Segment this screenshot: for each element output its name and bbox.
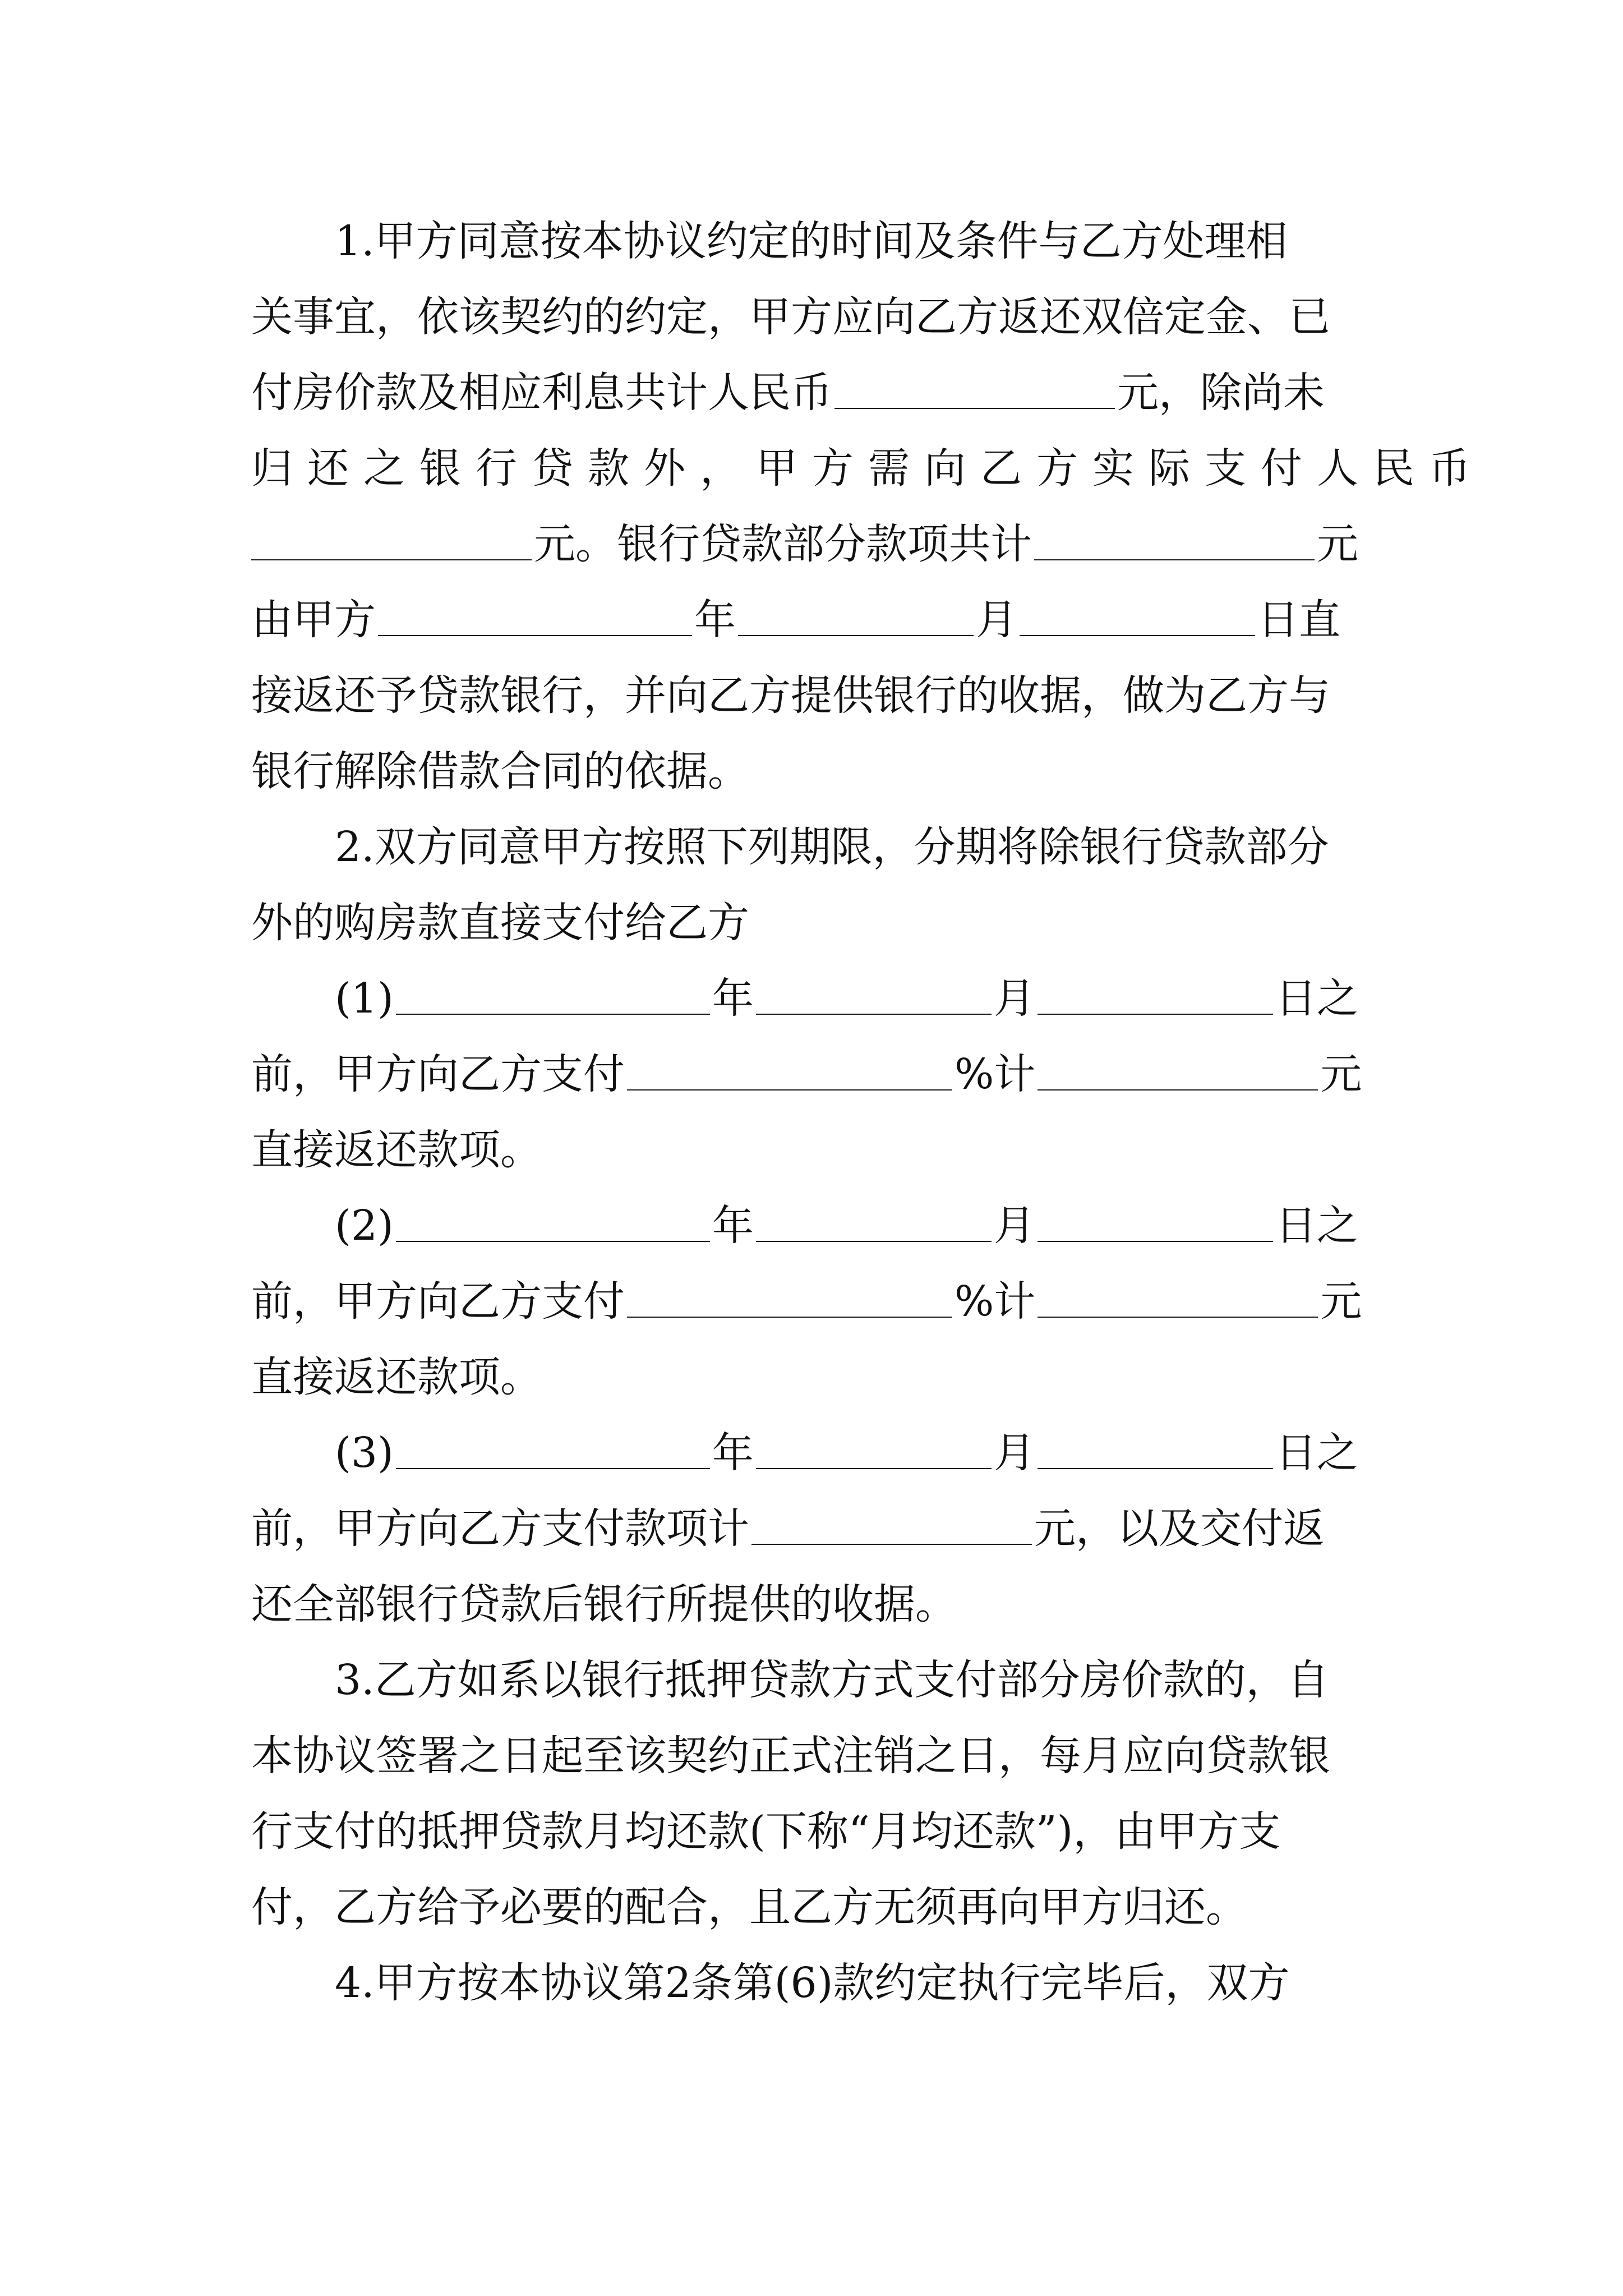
line-text: 前，甲方向乙方支付 bbox=[251, 1277, 625, 1326]
fill-in-blank[interactable] bbox=[396, 1468, 710, 1469]
fill-in-blank[interactable] bbox=[751, 1544, 1032, 1545]
item-number: (1) bbox=[335, 974, 394, 1023]
line-text: 归还之银行贷款外，甲方需向乙方实际支付人民币 bbox=[251, 444, 1485, 493]
line-text: 关事宜，依该契约的约定，甲方应向乙方返还双倍定金、已 bbox=[251, 293, 1330, 341]
text-line bbox=[251, 510, 1378, 578]
line-text: 元 bbox=[1320, 1050, 1362, 1098]
text-line bbox=[335, 1949, 1378, 2017]
line-text: %计 bbox=[955, 1050, 1036, 1098]
line-text: 付，乙方给予必要的配合，且乙方无须再向甲方归还。 bbox=[251, 1883, 1247, 1931]
text-line bbox=[335, 1192, 1378, 1259]
text-line bbox=[251, 1268, 1378, 1335]
text-line bbox=[335, 965, 1378, 1032]
text-line bbox=[251, 889, 1378, 956]
fill-in-blank[interactable] bbox=[627, 1317, 952, 1318]
line-text: 月 bbox=[976, 596, 1017, 644]
text-line bbox=[251, 435, 1485, 502]
item-number: (3) bbox=[335, 1429, 394, 1477]
text-line bbox=[251, 359, 1378, 426]
text-line bbox=[335, 813, 1378, 881]
fill-in-blank[interactable] bbox=[1038, 1317, 1318, 1318]
line-text: 银行解除借款合同的依据。 bbox=[251, 747, 749, 795]
text-line bbox=[335, 208, 1378, 275]
line-text: 付房价款及相应利息共计人民币 bbox=[251, 369, 832, 417]
line-text: 接返还予贷款银行，并向乙方提供银行的收据，做为乙方与 bbox=[251, 671, 1330, 720]
fill-in-blank[interactable] bbox=[756, 1468, 992, 1469]
fill-in-blank[interactable] bbox=[756, 1014, 992, 1015]
line-text: 直接返还款项。 bbox=[251, 1353, 542, 1401]
line-text: 外的购房款直接支付给乙方 bbox=[251, 899, 749, 947]
line-text: 月 bbox=[993, 1429, 1035, 1477]
text-line bbox=[251, 1495, 1378, 1562]
line-text: 2.双方同意甲方按照下列期限，分期将除银行贷款部分 bbox=[335, 823, 1329, 871]
text-line bbox=[251, 1798, 1378, 1865]
text-line bbox=[251, 1571, 1378, 1638]
line-text: 元，以及交付返 bbox=[1034, 1504, 1325, 1553]
line-text: 前，甲方向乙方支付款项计 bbox=[251, 1504, 749, 1553]
line-text: 年 bbox=[712, 1429, 754, 1477]
fill-in-blank[interactable] bbox=[378, 635, 692, 636]
item-number: (2) bbox=[335, 1202, 394, 1250]
text-line bbox=[251, 1343, 1378, 1411]
line-text: 4.甲方按本协议第2条第(6)款约定执行完毕后，双方 bbox=[335, 1959, 1290, 2007]
line-text: 年 bbox=[694, 596, 736, 644]
fill-in-blank[interactable] bbox=[627, 1089, 952, 1091]
text-line bbox=[251, 1041, 1378, 1108]
line-text: 元，除尚未 bbox=[1117, 369, 1325, 417]
line-text: %计 bbox=[955, 1277, 1036, 1326]
fill-in-blank[interactable] bbox=[1038, 1241, 1273, 1242]
line-text: 元。银行贷款部分款项共计 bbox=[534, 520, 1032, 568]
fill-in-blank[interactable] bbox=[834, 408, 1115, 409]
text-line bbox=[251, 1722, 1378, 1789]
line-text: 直接返还款项。 bbox=[251, 1126, 542, 1174]
fill-in-blank[interactable] bbox=[1034, 559, 1315, 560]
text-line bbox=[251, 1874, 1378, 1941]
text-line bbox=[251, 1116, 1378, 1184]
line-text: 由甲方 bbox=[251, 596, 376, 644]
text-line bbox=[251, 662, 1378, 729]
text-line bbox=[335, 1419, 1378, 1487]
text-line bbox=[335, 1646, 1378, 1714]
fill-in-blank[interactable] bbox=[396, 1241, 710, 1242]
line-text: 日直 bbox=[1257, 596, 1340, 644]
line-text: 年 bbox=[712, 974, 754, 1023]
line-text: 月 bbox=[993, 974, 1035, 1023]
text-line bbox=[251, 586, 1378, 654]
fill-in-blank[interactable] bbox=[1038, 1089, 1318, 1091]
line-text: 月 bbox=[993, 1202, 1035, 1250]
text-line bbox=[251, 738, 1378, 805]
line-text: 前，甲方向乙方支付 bbox=[251, 1050, 625, 1098]
line-text: 本协议签署之日起至该契约正式注销之日，每月应向贷款银 bbox=[251, 1732, 1330, 1780]
fill-in-blank[interactable] bbox=[1020, 635, 1255, 636]
line-text: 元 bbox=[1317, 520, 1358, 568]
line-text: 行支付的抵押贷款月均还款(下称“月均还款”)，由甲方支 bbox=[251, 1807, 1281, 1856]
fill-in-blank[interactable] bbox=[1038, 1468, 1273, 1469]
text-line bbox=[251, 283, 1378, 351]
line-text: 年 bbox=[712, 1202, 754, 1250]
line-text: 元 bbox=[1320, 1277, 1362, 1326]
line-text: 1.甲方同意按本协议约定的时间及条件与乙方处理相 bbox=[335, 217, 1288, 265]
fill-in-blank[interactable] bbox=[1038, 1014, 1273, 1015]
fill-in-blank[interactable] bbox=[396, 1014, 710, 1015]
line-text: 日之 bbox=[1275, 1429, 1358, 1477]
line-text: 3.乙方如系以银行抵押贷款方式支付部分房价款的，自 bbox=[335, 1656, 1329, 1704]
line-text: 日之 bbox=[1275, 974, 1358, 1023]
line-text: 日之 bbox=[1275, 1202, 1358, 1250]
fill-in-blank[interactable] bbox=[756, 1241, 992, 1242]
line-text: 还全部银行贷款后银行所提供的收据。 bbox=[251, 1580, 957, 1628]
fill-in-blank[interactable] bbox=[251, 559, 532, 560]
fill-in-blank[interactable] bbox=[738, 635, 974, 636]
